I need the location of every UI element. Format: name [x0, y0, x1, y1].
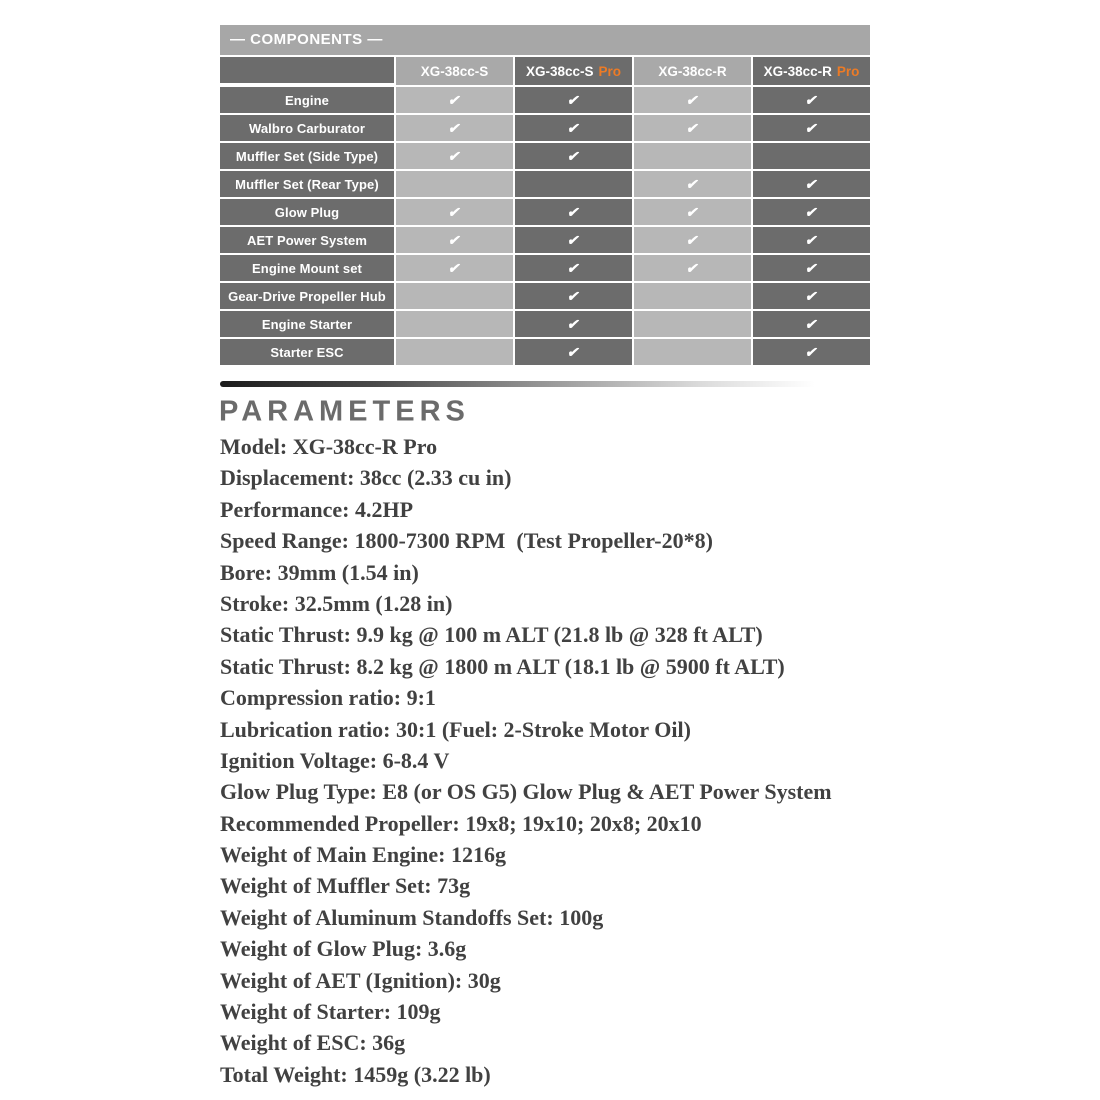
check-cell	[515, 283, 632, 309]
check-icon: ✔	[565, 260, 582, 276]
parameter-line: Total Weight: 1459g (3.22 lb)	[220, 1061, 491, 1087]
parameter-line: Performance: 4.2HP	[220, 496, 414, 522]
parameter-line: Ignition Voltage: 6-8.4 V	[220, 747, 450, 773]
parameter-line: Weight of Muffler Set: 73g	[220, 873, 471, 899]
check-cell	[753, 283, 870, 309]
check-cell	[515, 87, 632, 113]
check-cell	[753, 143, 870, 169]
check-cell	[396, 115, 513, 141]
column-header	[515, 57, 632, 85]
check-cell	[753, 87, 870, 113]
row-label: Engine Mount set	[220, 255, 394, 281]
check-cell	[396, 255, 513, 281]
check-cell	[396, 171, 513, 197]
check-icon: ✔	[446, 204, 463, 220]
check-icon: ✔	[803, 316, 820, 332]
check-icon: ✔	[565, 288, 582, 304]
row-label: Engine	[220, 87, 394, 113]
check-cell	[396, 87, 513, 113]
check-icon: ✔	[803, 92, 820, 108]
parameter-line: Weight of Starter: 109g	[220, 999, 441, 1025]
parameters-heading: PARAMETERS	[219, 396, 470, 428]
check-cell	[515, 339, 632, 365]
check-icon: ✔	[446, 260, 463, 276]
row-label: Muffler Set (Side Type)	[220, 143, 394, 169]
check-cell	[396, 339, 513, 365]
check-cell	[396, 283, 513, 309]
check-cell	[634, 283, 751, 309]
parameter-line: Weight of Main Engine: 1216g	[220, 842, 507, 868]
parameter-line: Weight of AET (Ignition): 30g	[220, 967, 501, 993]
column-name: XG-38cc-S	[420, 63, 489, 79]
components-grid	[220, 57, 870, 365]
parameter-line: Model: XG-38cc-R Pro	[220, 434, 438, 459]
check-icon: ✔	[803, 288, 820, 304]
parameters-list	[220, 431, 1040, 1090]
components-corner-cell	[220, 57, 394, 83]
parameter-line: Weight of Aluminum Standoffs Set: 100g	[220, 904, 604, 930]
check-cell	[515, 171, 632, 197]
row-label: Starter ESC	[220, 339, 394, 365]
check-cell	[634, 227, 751, 253]
parameter-line: Static Thrust: 8.2 kg @ 1800 m ALT (18.1 lb @ 5900 ft ALT)	[220, 653, 785, 679]
check-icon: ✔	[684, 120, 701, 136]
check-cell	[515, 255, 632, 281]
check-icon: ✔	[684, 232, 701, 248]
check-cell	[396, 199, 513, 225]
check-cell	[753, 227, 870, 253]
row-label: Muffler Set (Rear Type)	[220, 171, 394, 197]
parameter-line: Stroke: 32.5mm (1.28 in)	[220, 590, 453, 616]
parameter-line: Bore: 39mm (1.54 in)	[220, 559, 419, 585]
parameter-line: Static Thrust: 9.9 kg @ 100 m ALT (21.8 lb @ 328 ft ALT)	[220, 622, 763, 648]
check-cell	[634, 339, 751, 365]
parameter-line: Compression ratio: 9:1	[220, 685, 436, 711]
check-cell	[634, 143, 751, 169]
check-icon: ✔	[446, 232, 463, 248]
check-cell	[515, 311, 632, 337]
check-cell	[396, 227, 513, 253]
check-cell	[753, 339, 870, 365]
column-name: XG-38cc-R	[763, 63, 832, 79]
column-header	[753, 57, 870, 85]
check-cell	[396, 311, 513, 337]
check-cell	[634, 311, 751, 337]
column-name: XG-38cc-R	[658, 63, 727, 79]
parameter-line: Glow Plug Type: E8 (or OS G5) Glow Plug & AET Power System	[220, 779, 832, 805]
check-cell	[634, 199, 751, 225]
check-icon: ✔	[803, 260, 820, 276]
check-cell	[634, 87, 751, 113]
components-table-title: — COMPONENTS —	[220, 25, 870, 55]
check-cell	[515, 199, 632, 225]
check-icon: ✔	[446, 148, 463, 164]
parameter-line: Weight of ESC: 36g	[220, 1030, 406, 1056]
check-icon: ✔	[803, 232, 820, 248]
check-icon: ✔	[565, 232, 582, 248]
row-label: AET Power System	[220, 227, 394, 253]
check-icon: ✔	[446, 92, 463, 108]
check-icon: ✔	[565, 204, 582, 220]
check-cell	[753, 311, 870, 337]
parameter-line: Lubrication ratio: 30:1 (Fuel: 2-Stroke Motor Oil)	[220, 716, 691, 742]
parameter-line: Displacement: 38cc (2.33 cu in)	[220, 465, 512, 491]
row-label: Engine Starter	[220, 311, 394, 337]
row-label: Walbro Carburator	[220, 115, 394, 141]
row-label: Glow Plug	[220, 199, 394, 225]
check-icon: ✔	[684, 92, 701, 108]
check-cell	[634, 171, 751, 197]
check-icon: ✔	[684, 204, 701, 220]
check-icon: ✔	[565, 92, 582, 108]
check-icon: ✔	[803, 120, 820, 136]
section-divider	[220, 381, 840, 387]
pro-badge: Pro	[598, 63, 622, 79]
column-header	[396, 57, 513, 85]
check-icon: ✔	[684, 176, 701, 192]
check-icon: ✔	[803, 344, 820, 360]
column-header	[634, 57, 751, 85]
check-cell	[753, 199, 870, 225]
check-cell	[515, 227, 632, 253]
column-name: XG-38cc-S	[525, 63, 594, 79]
check-icon: ✔	[565, 120, 582, 136]
check-icon: ✔	[684, 260, 701, 276]
check-cell	[396, 143, 513, 169]
check-cell	[753, 115, 870, 141]
check-icon: ✔	[803, 204, 820, 220]
check-cell	[634, 255, 751, 281]
parameter-line: Recommended Propeller: 19x8; 19x10; 20x8; 20x10	[220, 810, 702, 836]
check-icon: ✔	[565, 148, 582, 164]
check-icon: ✔	[803, 176, 820, 192]
check-cell	[753, 171, 870, 197]
parameter-line: Weight of Glow Plug: 3.6g	[220, 936, 467, 962]
check-icon: ✔	[565, 316, 582, 332]
parameter-line: Speed Range: 1800-7300 RPM (Test Propeller-20*8)	[220, 528, 713, 554]
check-cell	[515, 115, 632, 141]
check-icon: ✔	[446, 120, 463, 136]
check-cell	[634, 115, 751, 141]
pro-badge: Pro	[836, 63, 860, 79]
row-label: Gear-Drive Propeller Hub	[220, 283, 394, 309]
check-icon: ✔	[565, 344, 582, 360]
components-table	[220, 25, 870, 365]
check-cell	[753, 255, 870, 281]
check-cell	[515, 143, 632, 169]
